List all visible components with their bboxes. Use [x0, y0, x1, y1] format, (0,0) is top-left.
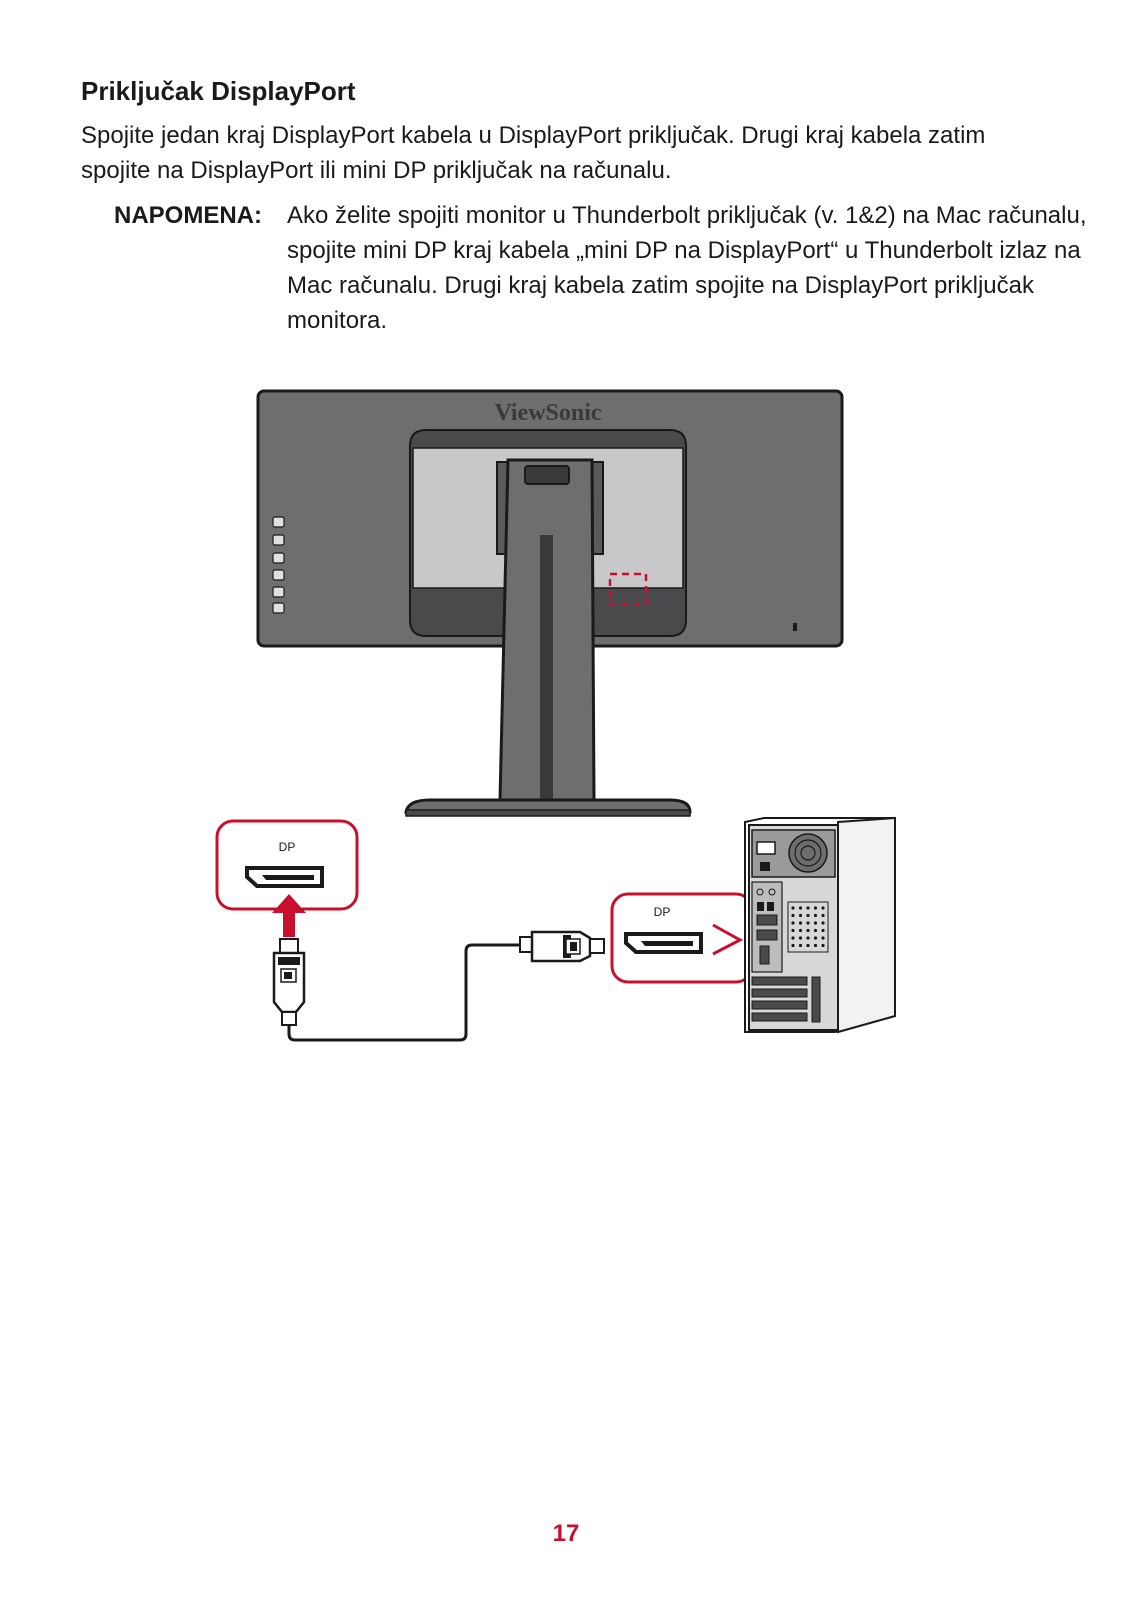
note-label: NAPOMENA: [114, 202, 262, 229]
pc-dp-callout [612, 894, 752, 982]
vent-hole [821, 906, 824, 909]
vent-hole [791, 906, 794, 909]
vent-hole [806, 921, 809, 924]
vent-hole [791, 936, 794, 939]
monitor-illustration [258, 391, 842, 816]
vent-hole [814, 929, 817, 932]
vent-hole [791, 914, 794, 917]
vent-hole [821, 929, 824, 932]
vent-hole [814, 921, 817, 924]
vent-hole [806, 906, 809, 909]
vent-hole [806, 944, 809, 947]
monitor-dp-callout [217, 821, 357, 909]
vent-hole [799, 921, 802, 924]
note-text: Ako želite spojiti monitor u Thunderbolt priključak (v. 1&2) na Mac računalu, spojite mini DP kraj kabela „mini DP na DisplayPort“ u Thunderbolt izlaz na Mac računalu. Drugi kraj kabela zatim spojite na DisplayPort priključak monitora. [287, 202, 1087, 334]
pc-dp-label: DP [653, 905, 671, 919]
dp-cable-plug-vertical [274, 939, 304, 1025]
dp-cable [289, 945, 520, 1040]
vent-hole [821, 921, 824, 924]
vent-hole [821, 936, 824, 939]
vent-hole [799, 906, 802, 909]
dp-cable-plug-horizontal [520, 932, 604, 961]
vent-hole [814, 944, 817, 947]
vent-hole [806, 936, 809, 939]
monitor-brand-logo: ViewSonic [494, 400, 602, 426]
vent-hole [799, 944, 802, 947]
vent-hole [799, 914, 802, 917]
section-title: Priključak DisplayPort [81, 76, 356, 106]
vent-hole [814, 906, 817, 909]
pc-tower-illustration [745, 818, 895, 1032]
vent-hole [791, 944, 794, 947]
vent-hole [799, 929, 802, 932]
vent-hole [791, 921, 794, 924]
vent-hole [791, 929, 794, 932]
vent-hole [821, 944, 824, 947]
vent-hole [814, 914, 817, 917]
monitor-dp-label: DP [278, 840, 296, 854]
section-paragraph: Spojite jedan kraj DisplayPort kabela u DisplayPort priključak. Drugi kraj kabela zatim spojite na DisplayPort ili mini DP priključak na računalu. [81, 122, 986, 184]
vent-hole [799, 936, 802, 939]
page-number: 17 [552, 1520, 580, 1547]
vent-hole [806, 914, 809, 917]
vent-hole [814, 936, 817, 939]
vent-hole [806, 929, 809, 932]
vent-hole [821, 914, 824, 917]
